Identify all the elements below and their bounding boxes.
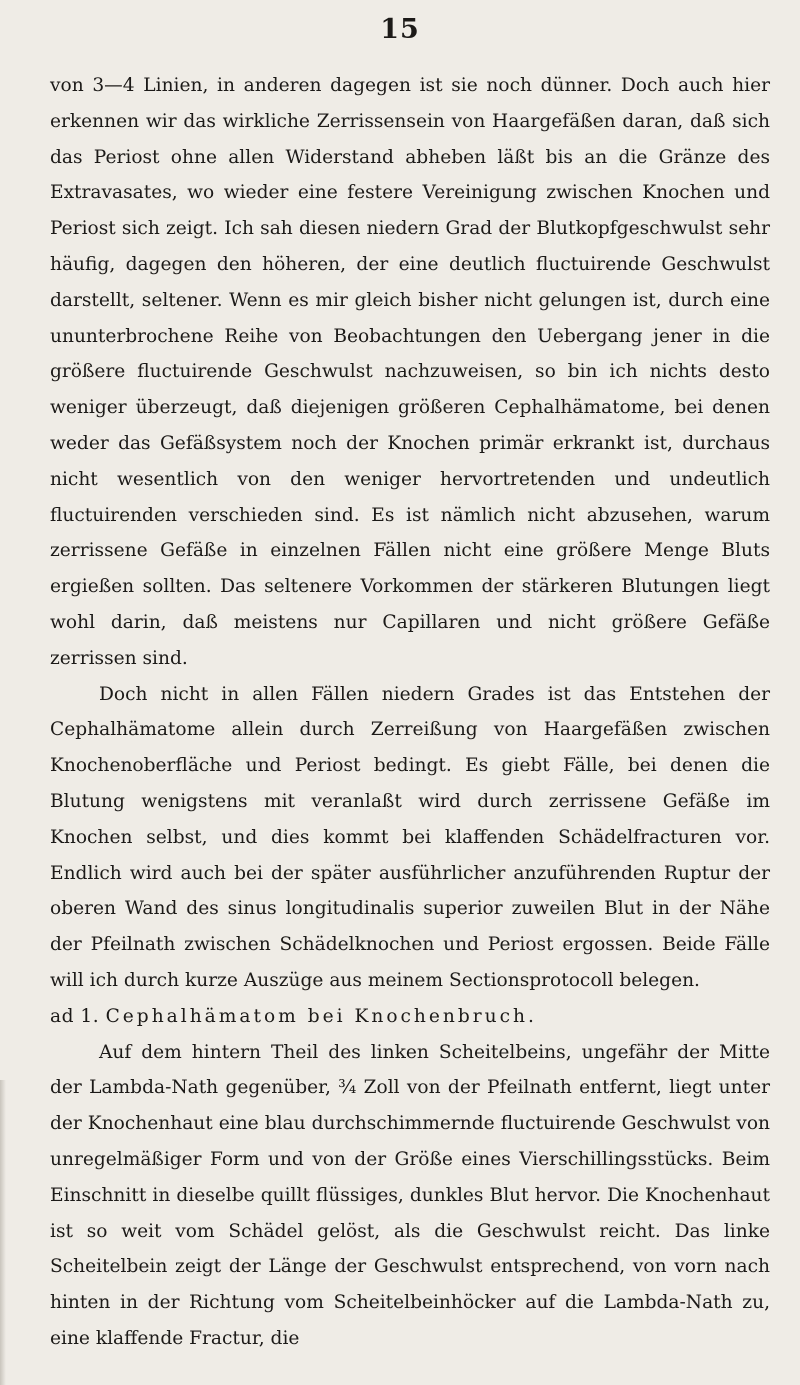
page-edge-shadow <box>0 1080 6 1385</box>
section-heading-number: ad 1. <box>50 1005 100 1027</box>
paragraph-1: von 3—4 Linien, in anderen dagegen ist sie noch dünner. Doch auch hier erkennen wir das wirkliche Zerrissensein von Haargefäßen daran, daß sich das Periost ohne allen Widerstand abheben läßt bis an die Gränze des Extravasates, wo wieder eine festere Vereinigung zwischen Knochen und Periost sich zeigt. Ich sah diesen niedern Grad der Blutkopfgeschwulst sehr häufig, dagegen den höheren, der eine deutlich fluctuirende Geschwulst darstellt, seltener. Wenn es mir gleich bisher nicht gelungen ist, durch eine ununterbrochene Reihe von Beobachtungen den Uebergang jener in die größere fluctuirende Geschwulst nachzuweisen, so bin ich nichts desto weniger überzeugt, daß diejenigen größeren Cephalhämatome, bei denen weder das Gefäßsystem noch der Knochen primär erkrankt ist, durchaus nicht wesentlich von den weniger hervortretenden und undeutlich fluctuirenden verschieden sind. Es ist nämlich nicht abzusehen, warum zerrissene Gefäße in einzelnen Fällen nicht eine größere Menge Bluts ergießen sollten. Das seltenere Vorkommen der stärkeren Blutungen liegt wohl darin, daß meistens nur Capillaren und nicht größere Gefäße zerrissen sind. <box>50 75 770 669</box>
section-heading-title: Cephalhämatom bei Knochenbruch. <box>105 1005 537 1027</box>
paragraph-2: Doch nicht in allen Fällen niedern Grades ist das Entstehen der Cephalhämatome allein durch Zerreißung von Haargefäßen zwischen Knochenoberfläche und Periost bedingt. Es giebt Fälle, bei denen die Blutung wenigstens mit veranlaßt wird durch zerrissene Gefäße im Knochen selbst, und dies kommt bei klaffenden Schädelfracturen vor. Endlich wird auch bei der später ausführlicher anzuführenden Ruptur der oberen Wand des sinus longitudinalis superior zuweilen Blut in der Nähe der Pfeilnath zwischen Schädelknochen und Periost ergossen. Beide Fälle will ich durch kurze Auszüge aus meinem Sectionsprotocoll belegen. <box>50 683 770 991</box>
paragraph-3: Auf dem hintern Theil des linken Scheitelbeins, ungefähr der Mitte der Lambda-Nath gegenüber, ¾ Zoll von der Pfeilnath entfernt, liegt unter der Knochenhaut eine blau durchschimmernde fluctuirende Geschwulst von unregelmäßiger Form und von der Größe eines Vierschillingsstücks. Beim Einschnitt in dieselbe quillt flüssiges, dunkles Blut hervor. Die Knochenhaut ist so weit vom Schädel gelöst, als die Geschwulst reicht. Das linke Scheitelbein zeigt der Länge der Geschwulst entsprechend, von vorn nach hinten in der Richtung vom Scheitelbeinhöcker auf die Lambda-Nath zu, eine klaffende Fractur, die <box>50 1041 770 1349</box>
page-number: 15 <box>380 14 420 45</box>
section-heading <box>50 999 770 1035</box>
body-text <box>50 68 770 1357</box>
